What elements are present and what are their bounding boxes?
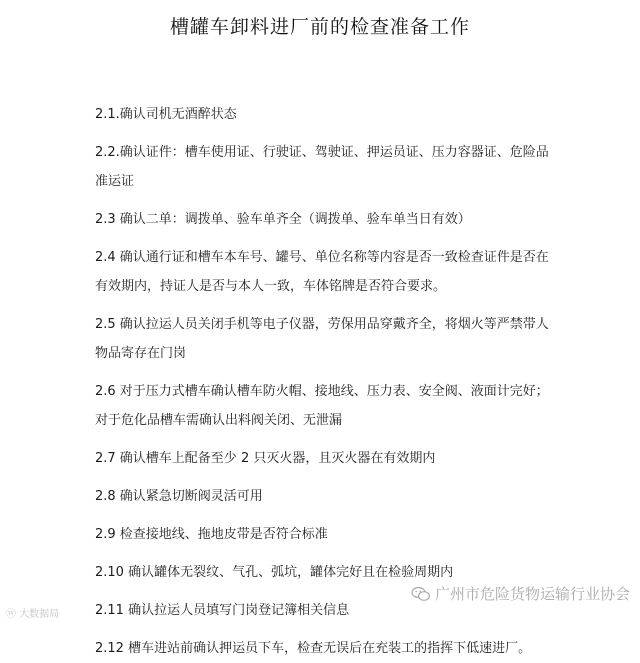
checklist-line: 2.9 检查接地线、拖地皮带是否符合标准 bbox=[95, 527, 328, 542]
checklist-item bbox=[95, 138, 595, 196]
checklist-item bbox=[95, 634, 595, 663]
checklist-line: 2.11 确认拉运人员填写门岗登记簿相关信息 bbox=[95, 603, 350, 618]
checklist-line: 2.2.确认证件：槽车使用证、行驶证、驾驶证、押运员证、压力容器证、危险品 bbox=[95, 145, 549, 160]
watermark-right bbox=[411, 583, 630, 604]
checklist-line: 有效期内，持证人是否与本人一致，车体铭牌是否符合要求。 bbox=[95, 279, 447, 294]
checklist-line: 2.1.确认司机无酒醉状态 bbox=[95, 107, 237, 122]
weibo-icon: ⓦ bbox=[6, 609, 16, 620]
checklist-line: 物品寄存在门岗 bbox=[95, 346, 187, 361]
checklist-line: 2.12 槽车进站前确认押运员下车，检查无误后在充装工的指挥下低速进厂。 bbox=[95, 641, 532, 656]
checklist-item bbox=[95, 377, 595, 435]
checklist-item bbox=[95, 520, 595, 549]
checklist-line: 对于危化品槽车需确认出料阀关闭、无泄漏 bbox=[95, 413, 343, 428]
watermark-right-text: 广州市危险货物运输行业协会 bbox=[434, 585, 630, 603]
checklist-line: 2.10 确认罐体无裂纹、气孔、弧坑，罐体完好且在检验周期内 bbox=[95, 565, 454, 580]
checklist-item bbox=[95, 100, 595, 129]
watermark-left-text: 大数据局 bbox=[19, 609, 60, 620]
checklist-line: 2.8 确认紧急切断阀灵活可用 bbox=[95, 489, 263, 504]
watermark-left bbox=[6, 605, 59, 620]
checklist-item bbox=[95, 243, 595, 301]
checklist-item bbox=[95, 482, 595, 511]
checklist-line: 2.7 确认槽车上配备至少 2 只灭火器，且灭火器在有效期内 bbox=[95, 451, 436, 466]
checklist-item bbox=[95, 444, 595, 473]
checklist bbox=[95, 100, 595, 663]
wechat-icon bbox=[411, 586, 431, 602]
checklist-line: 2.6 对于压力式槽车确认槽车防火帽、接地线、压力表、安全阀、液面计完好； bbox=[95, 384, 549, 399]
checklist-line: 2.3 确认二单：调拨单、验车单齐全（调拨单、验车单当日有效） bbox=[95, 212, 471, 227]
checklist-line: 准运证 bbox=[95, 174, 135, 189]
checklist-item bbox=[95, 205, 595, 234]
page-title: 槽罐车卸料进厂前的检查准备工作 bbox=[169, 16, 470, 38]
checklist-line: 2.5 确认拉运人员关闭手机等电子仪器，劳保用品穿戴齐全，将烟火等严禁带人 bbox=[95, 317, 549, 332]
checklist-item bbox=[95, 310, 595, 368]
checklist-line: 2.4 确认通行证和槽车本车号、罐号、单位名称等内容是否一致检查证件是否在 bbox=[95, 250, 549, 265]
